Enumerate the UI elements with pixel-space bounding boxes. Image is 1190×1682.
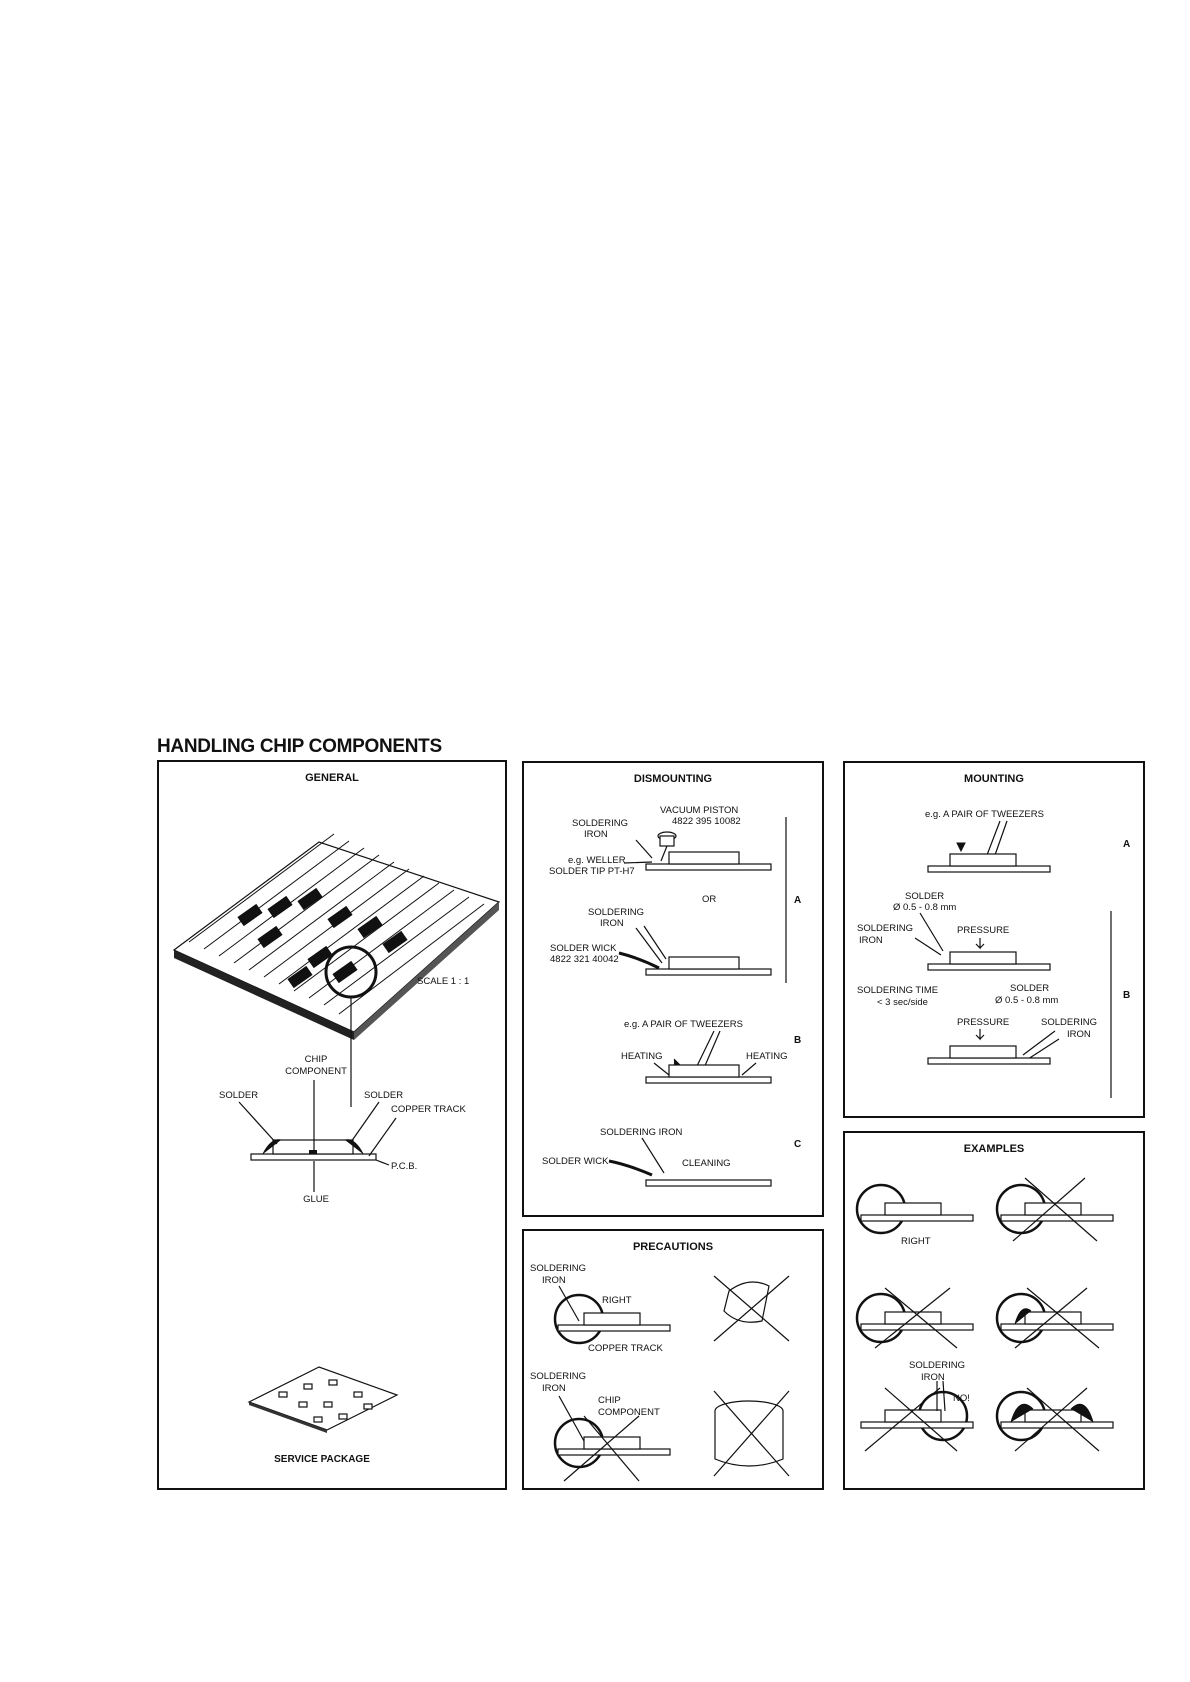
mount-solder1-label-line1: SOLDER (905, 891, 945, 902)
soldering-time-label-line2: < 3 sec/side (877, 997, 928, 1008)
prec-soldering-iron2-label-line1: SOLDERING (530, 1371, 586, 1382)
service-package-drawing (249, 1367, 397, 1433)
prec-soldering-iron1-label-line2: IRON (542, 1275, 566, 1286)
solder-wick-label-line1: SOLDER WICK (550, 943, 617, 954)
mount-pressure2-label: PRESSURE (957, 1017, 1010, 1028)
dism-soldering-iron2-label-line1: SOLDERING (588, 907, 644, 918)
copper-track-label: COPPER TRACK (391, 1104, 466, 1115)
service-package-label: SERVICE PACKAGE (274, 1454, 370, 1465)
example-soldering-iron-label-line1: SOLDERING (909, 1360, 965, 1371)
scale-label: SCALE 1 : 1 (417, 976, 470, 987)
example-right-label: RIGHT (901, 1236, 931, 1247)
precautions-panel (522, 1229, 824, 1490)
soldering-iron-c-label: SOLDERING IRON (600, 1127, 683, 1138)
page-title: HANDLING CHIP COMPONENTS (157, 736, 442, 757)
dism-soldering-iron-label-line2: IRON (584, 829, 608, 840)
general-panel (157, 760, 507, 1490)
heating-left-label: HEATING (621, 1051, 663, 1062)
precaution-wrong-handling-drawing (714, 1276, 789, 1341)
mount-soldering-iron1-label-line2: IRON (859, 935, 883, 946)
mount-tweezers-label: e.g. A PAIR OF TWEEZERS (925, 809, 1044, 820)
example-wrong-2-drawing (857, 1288, 973, 1348)
prec-copper-track-label: COPPER TRACK (588, 1343, 663, 1354)
example-no-label: NO! (953, 1393, 970, 1404)
dism-soldering-iron-label-line1: SOLDERING (572, 818, 628, 829)
precautions-title: PRECAUTIONS (632, 1241, 714, 1253)
example-wrong-5-drawing (997, 1388, 1113, 1451)
dism-tweezers-label: e.g. A PAIR OF TWEEZERS (624, 1019, 743, 1030)
mount-solder-drawing (915, 913, 1050, 970)
weller-label-line1: e.g. WELLER (568, 855, 626, 866)
mount-solder2-label-line2: Ø 0.5 - 0.8 mm (995, 995, 1059, 1006)
example-right-drawing (857, 1185, 973, 1233)
mount-solder1-label-line2: Ø 0.5 - 0.8 mm (893, 902, 957, 913)
general-title: GENERAL (305, 772, 359, 784)
dism-section-b: B (794, 1035, 802, 1046)
prec-right-label: RIGHT (602, 1295, 632, 1306)
chip-component-label-line1: CHIP (304, 1054, 328, 1065)
precaution-wrong-container-drawing (714, 1391, 789, 1476)
or-label: OR (702, 894, 717, 905)
mounting-panel (843, 761, 1145, 1118)
vacuum-piston-drawing (624, 832, 771, 870)
dism-section-a: A (794, 895, 802, 906)
solder-left-label: SOLDER (219, 1090, 259, 1101)
mounting-title: MOUNTING (964, 773, 1024, 785)
mount-section-b: B (1123, 990, 1131, 1001)
mounting-illustration (845, 763, 1147, 1120)
vacuum-piston-label-line1: VACUUM PISTON (660, 805, 739, 816)
solder-wick-c-label: SOLDER WICK (542, 1156, 609, 1167)
mount-soldering-iron2-label-line2: IRON (1067, 1029, 1091, 1040)
mount-pressure1-label: PRESSURE (957, 925, 1010, 936)
solder-right-label: SOLDER (364, 1090, 404, 1101)
general-illustration (159, 762, 509, 1492)
cleaning-label: CLEANING (682, 1158, 731, 1169)
precautions-illustration (524, 1231, 826, 1492)
dismounting-title: DISMOUNTING (633, 773, 713, 785)
example-wrong-4-drawing (861, 1381, 973, 1451)
prec-soldering-iron1-label-line1: SOLDERING (530, 1263, 586, 1274)
examples-title: EXAMPLES (963, 1143, 1025, 1155)
prec-chip-component-label-line2: COMPONENT (598, 1407, 660, 1418)
mount-pressure-drawing (928, 1029, 1059, 1064)
dism-soldering-iron2-label-line2: IRON (600, 918, 624, 929)
prec-soldering-iron2-label-line2: IRON (542, 1383, 566, 1394)
mount-tweezers-drawing (928, 821, 1050, 872)
dismounting-illustration (524, 763, 826, 1219)
solder-wick-label-line2: 4822 321 40042 (550, 954, 619, 965)
soldering-time-label-line1: SOLDERING TIME (857, 985, 939, 996)
vacuum-piston-label-line2: 4822 395 10082 (672, 816, 741, 827)
chip-component-label-line2: COMPONENT (285, 1066, 347, 1077)
example-wrong-3-drawing (997, 1288, 1113, 1348)
mount-soldering-iron2-label-line1: SOLDERING (1041, 1017, 1097, 1028)
glue-label: GLUE (303, 1194, 329, 1205)
dism-section-c: C (794, 1139, 802, 1150)
pcb-label: P.C.B. (391, 1161, 418, 1172)
mount-soldering-iron1-label-line1: SOLDERING (857, 923, 913, 934)
prec-chip-component-label-line1: CHIP (598, 1395, 621, 1406)
mount-section-a: A (1123, 839, 1131, 850)
examples-illustration (845, 1133, 1147, 1492)
example-wrong-1-drawing (997, 1178, 1113, 1241)
heating-right-label: HEATING (746, 1051, 788, 1062)
example-soldering-iron-label-line2: IRON (921, 1372, 945, 1383)
weller-label-line2: SOLDER TIP PT-H7 (549, 866, 635, 877)
solder-wick-drawing (619, 926, 771, 975)
mount-solder2-label-line1: SOLDER (1010, 983, 1050, 994)
examples-panel (843, 1131, 1145, 1490)
dismounting-panel (522, 761, 824, 1217)
